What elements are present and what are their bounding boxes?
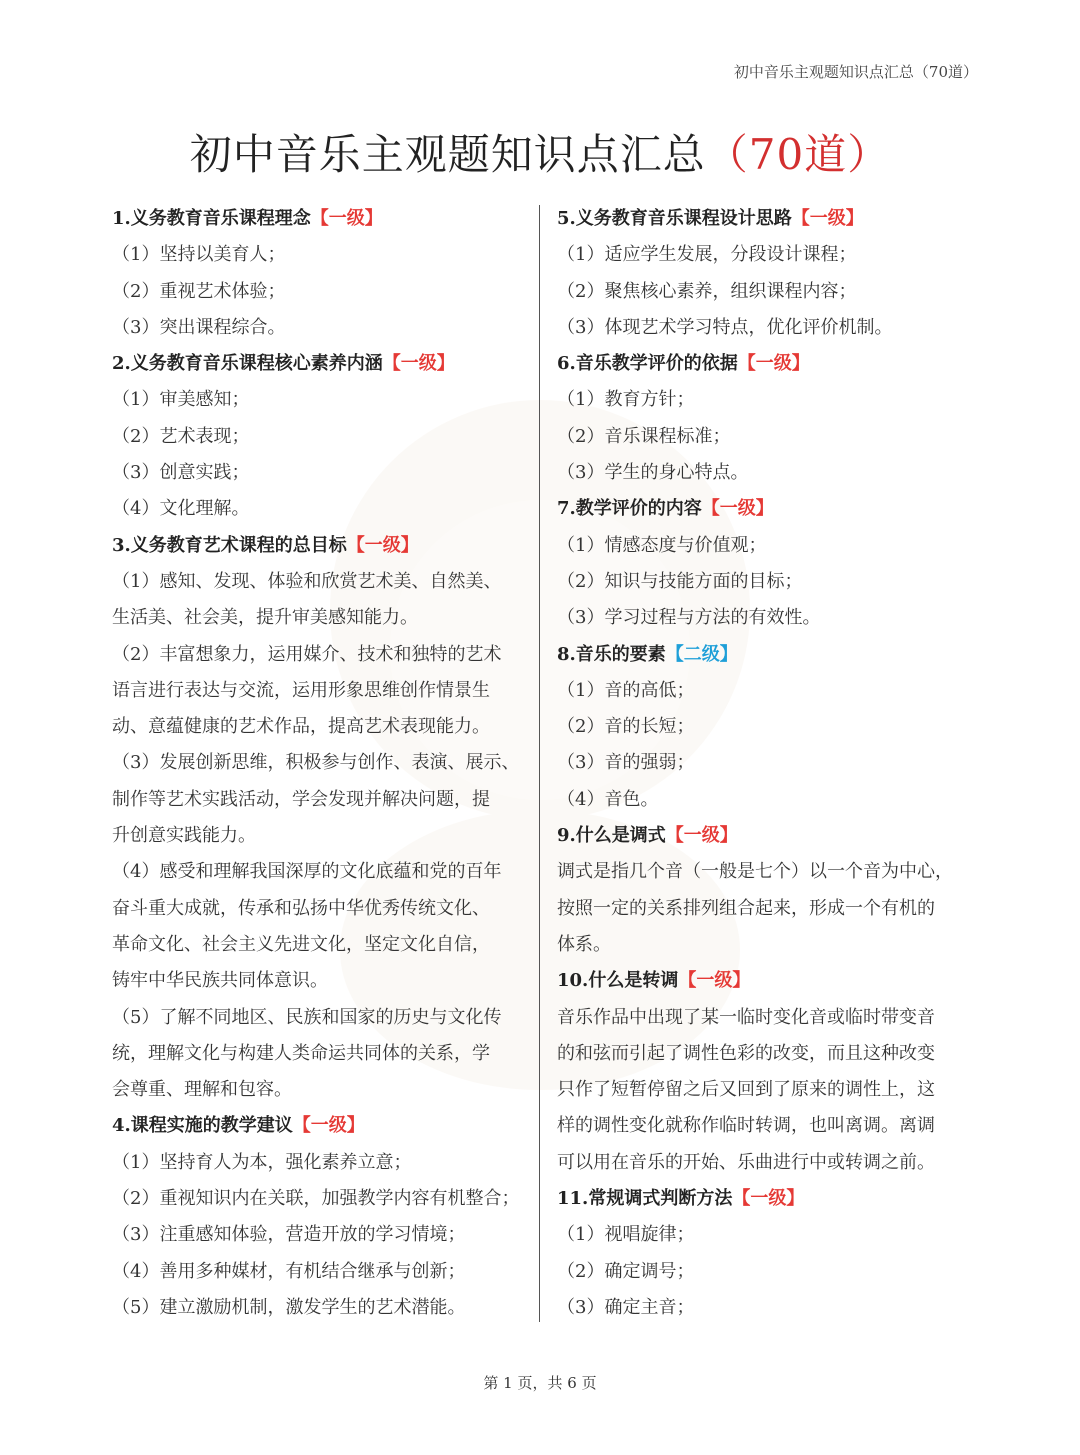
item-text: 革命文化、社会主义先进文化，坚定文化自信，	[112, 933, 490, 955]
section-title: 7.教学评价的内容	[557, 498, 702, 520]
list-item	[557, 564, 977, 600]
item-text: （1）坚持育人为本，强化素养立意；	[112, 1151, 412, 1173]
section-title: 9.什么是调式	[557, 825, 666, 847]
item-text: （3）发展创新思维，积极参与创作、表演、展示、	[112, 752, 520, 774]
item-text: 制作等艺术实践活动，学会发现并解决问题，提	[112, 788, 490, 810]
list-item	[557, 382, 977, 418]
list-item	[112, 1072, 532, 1108]
item-text: 奋斗重大成就，传承和弘扬中华优秀传统文化、	[112, 897, 490, 919]
item-text: （5）建立激励机制，激发学生的艺术潜能。	[112, 1296, 466, 1318]
item-text: （3）音的强弱；	[557, 752, 695, 774]
list-item	[112, 745, 532, 781]
item-text: （4）音色。	[557, 788, 659, 810]
list-item	[557, 237, 977, 273]
section-title: 4.课程实施的教学建议	[112, 1115, 293, 1137]
item-text: （2）知识与技能方面的目标；	[557, 570, 803, 592]
list-item	[112, 782, 532, 818]
section-heading	[557, 818, 977, 854]
item-text: （1）情感态度与价值观；	[557, 534, 767, 556]
section-heading	[557, 963, 977, 999]
item-text: （1）审美感知；	[112, 389, 250, 411]
list-item	[112, 564, 532, 600]
title-main: 初中音乐主观题知识点汇总	[189, 130, 706, 179]
list-item	[112, 891, 532, 927]
list-item	[557, 709, 977, 745]
column-divider	[539, 205, 540, 1322]
item-text: （4）善用多种媒材，有机结合继承与创新；	[112, 1260, 466, 1282]
list-item	[557, 782, 977, 818]
item-text: （2）重视艺术体验；	[112, 280, 286, 302]
item-text: 升创意实践能力。	[112, 825, 256, 847]
list-item	[557, 274, 977, 310]
section-heading	[112, 528, 532, 564]
list-item	[112, 1000, 532, 1036]
list-item	[557, 1290, 977, 1326]
list-item	[557, 1145, 977, 1181]
item-text: （3）学习过程与方法的有效性。	[557, 607, 821, 629]
list-item	[557, 1000, 977, 1036]
level-tag: 【一级】	[678, 970, 751, 992]
list-item	[557, 1217, 977, 1253]
list-item	[557, 419, 977, 455]
list-item	[112, 673, 532, 709]
list-item	[557, 927, 977, 963]
item-text: （4）文化理解。	[112, 498, 250, 520]
list-item	[112, 274, 532, 310]
item-text: （2）聚焦核心素养，组织课程内容；	[557, 280, 857, 302]
list-item	[557, 745, 977, 781]
section-title: 2.义务教育音乐课程核心素养内涵	[112, 353, 383, 375]
item-text: （2）确定调号；	[557, 1260, 695, 1282]
item-text: 只作了短暂停留之后又回到了原来的调性上，这	[557, 1079, 935, 1101]
item-text: 铸牢中华民族共同体意识。	[112, 970, 328, 992]
level-tag: 【一级】	[701, 498, 774, 520]
section-title: 5.义务教育音乐课程设计思路	[557, 208, 792, 229]
section-heading	[557, 346, 977, 382]
list-item	[112, 854, 532, 890]
list-item	[557, 600, 977, 636]
list-item	[112, 310, 532, 346]
item-text: （5）了解不同地区、民族和国家的历史与文化传	[112, 1006, 502, 1028]
item-text: （3）体现艺术学习特点，优化评价机制。	[557, 316, 893, 338]
list-item	[557, 891, 977, 927]
item-text: （3）确定主音；	[557, 1296, 695, 1318]
level-tag: 【一级】	[382, 353, 455, 375]
item-text: 语言进行表达与交流，运用形象思维创作情景生	[112, 679, 490, 701]
item-text: 按照一定的关系排列组合起来，形成一个有机的	[557, 897, 935, 919]
level-tag: 【二级】	[665, 643, 738, 665]
list-item	[112, 600, 532, 636]
list-item	[112, 1290, 532, 1326]
left-column	[112, 201, 532, 1326]
section-title: 6.音乐教学评价的依据	[557, 353, 738, 375]
item-text: 调式是指几个音（一般是七个）以一个音为中心，	[557, 861, 953, 883]
item-text: 的和弦而引起了调性色彩的改变，而且这种改变	[557, 1042, 935, 1064]
list-item	[557, 854, 977, 890]
level-tag: 【一级】	[732, 1188, 805, 1210]
list-item	[112, 1181, 532, 1217]
item-text: （4）感受和理解我国深厚的文化底蕴和党的百年	[112, 861, 502, 883]
list-item	[112, 1254, 532, 1290]
item-text: （3）突出课程综合。	[112, 316, 286, 338]
right-column	[557, 201, 977, 1326]
item-text: 动、意蕴健康的艺术作品，提高艺术表现能力。	[112, 716, 490, 738]
title-count: （70道）	[705, 130, 891, 179]
section-title: 3.义务教育艺术课程的总目标	[112, 534, 347, 556]
list-item	[557, 1254, 977, 1290]
item-text: 样的调性变化就称作临时转调，也叫离调。离调	[557, 1115, 935, 1137]
section-heading	[112, 346, 532, 382]
section-heading	[112, 201, 532, 237]
list-item	[557, 673, 977, 709]
item-text: （3）学生的身心特点。	[557, 462, 749, 484]
list-item	[112, 1145, 532, 1181]
list-item	[557, 455, 977, 491]
item-text: 音乐作品中出现了某一临时变化音或临时带变音	[557, 1006, 935, 1028]
item-text: （1）音的高低；	[557, 679, 695, 701]
list-item	[112, 382, 532, 418]
list-item	[557, 528, 977, 564]
list-item	[112, 637, 532, 673]
section-title: 1.义务教育音乐课程理念	[112, 208, 311, 229]
item-text: （1）教育方针；	[557, 389, 695, 411]
item-text: 统，理解文化与构建人类命运共同体的关系，学	[112, 1042, 490, 1064]
list-item	[557, 1072, 977, 1108]
level-tag: 【一级】	[310, 208, 383, 229]
list-item	[112, 237, 532, 273]
item-text: 会尊重、理解和包容。	[112, 1079, 292, 1101]
item-text: 可以用在音乐的开始、乐曲进行中或转调之前。	[557, 1151, 935, 1173]
item-text: （2）丰富想象力，运用媒介、技术和独特的艺术	[112, 643, 502, 665]
list-item	[112, 709, 532, 745]
item-text: （2）音乐课程标准；	[557, 425, 731, 447]
list-item	[112, 419, 532, 455]
level-tag: 【一级】	[346, 534, 419, 556]
list-item	[557, 310, 977, 346]
item-text: 生活美、社会美，提升审美感知能力。	[112, 607, 418, 629]
item-text: （2）艺术表现；	[112, 425, 250, 447]
level-tag: 【一级】	[791, 208, 864, 229]
item-text: 体系。	[557, 933, 611, 955]
level-tag: 【一级】	[665, 825, 738, 847]
running-header: 初中音乐主观题知识点汇总（70道）	[733, 63, 978, 81]
list-item	[112, 963, 532, 999]
list-item	[112, 1036, 532, 1072]
page-title	[0, 122, 1080, 182]
section-heading	[557, 1181, 977, 1217]
section-title: 8.音乐的要素	[557, 643, 666, 665]
item-text: （2）音的长短；	[557, 716, 695, 738]
section-heading	[557, 201, 977, 237]
list-item	[112, 927, 532, 963]
level-tag: 【一级】	[292, 1115, 365, 1137]
item-text: （1）坚持以美育人；	[112, 244, 286, 266]
item-text: （2）重视知识内在关联，加强教学内容有机整合；	[112, 1188, 520, 1210]
item-text: （1）适应学生发展，分段设计课程；	[557, 244, 857, 266]
list-item	[112, 455, 532, 491]
section-heading	[112, 1108, 532, 1144]
section-title: 11.常规调式判断方法	[557, 1188, 733, 1210]
list-item	[112, 1217, 532, 1253]
section-title: 10.什么是转调	[557, 970, 679, 992]
item-text: （1）感知、发现、体验和欣赏艺术美、自然美、	[112, 570, 502, 592]
list-item	[557, 1036, 977, 1072]
item-text: （3）创意实践；	[112, 462, 250, 484]
list-item	[557, 1108, 977, 1144]
list-item	[112, 818, 532, 854]
item-text: （3）注重感知体验，营造开放的学习情境；	[112, 1224, 466, 1246]
item-text: （1）视唱旋律；	[557, 1224, 695, 1246]
section-heading	[557, 491, 977, 527]
section-heading	[557, 637, 977, 673]
level-tag: 【一级】	[737, 353, 810, 375]
list-item	[112, 491, 532, 527]
page-number: 第 1 页，共 6 页	[483, 1374, 597, 1392]
